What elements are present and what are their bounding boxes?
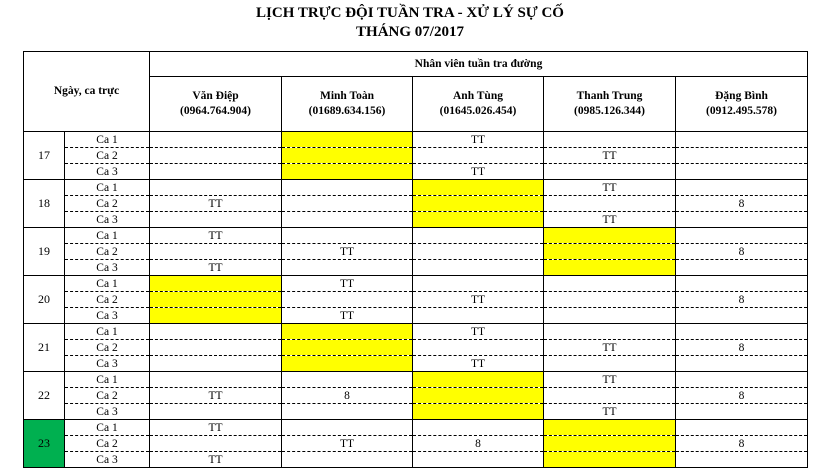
table-row <box>24 420 808 436</box>
table-row <box>24 244 808 260</box>
shift-label: Ca 2 <box>65 292 150 308</box>
schedule-cell <box>544 244 676 260</box>
staff-header-2 <box>413 77 544 132</box>
shift-label: Ca 1 <box>65 372 150 388</box>
shift-label: Ca 2 <box>65 388 150 404</box>
schedule-cell <box>544 388 676 404</box>
schedule-cell <box>676 452 808 468</box>
schedule-cell <box>676 132 808 148</box>
day-cell: 21 <box>24 324 65 372</box>
schedule-cell <box>544 164 676 180</box>
schedule-cell <box>413 180 544 196</box>
schedule-cell <box>150 148 282 164</box>
staff-name: Đặng Bình <box>715 90 768 102</box>
shift-label: Ca 2 <box>65 340 150 356</box>
table-row <box>24 212 808 228</box>
schedule-cell <box>150 244 282 260</box>
schedule-cell <box>282 356 413 372</box>
schedule-cell: TT <box>150 420 282 436</box>
schedule-cell: 8 <box>676 292 808 308</box>
schedule-cell <box>150 372 282 388</box>
schedule-cell <box>282 260 413 276</box>
schedule-cell <box>282 180 413 196</box>
shift-label: Ca 3 <box>65 212 150 228</box>
day-cell: 19 <box>24 228 65 276</box>
schedule-cell: TT <box>544 212 676 228</box>
schedule-cell <box>282 292 413 308</box>
table-row <box>24 276 808 292</box>
table-row <box>24 132 808 148</box>
schedule-cell <box>676 228 808 244</box>
schedule-cell: TT <box>544 180 676 196</box>
schedule-cell <box>544 308 676 324</box>
table-row <box>24 404 808 420</box>
staff-header-1 <box>282 77 413 132</box>
schedule-cell <box>150 308 282 324</box>
schedule-cell <box>544 196 676 212</box>
schedule-cell <box>544 356 676 372</box>
schedule-cell <box>413 244 544 260</box>
schedule-cell <box>544 276 676 292</box>
shift-label: Ca 1 <box>65 324 150 340</box>
schedule-cell: 8 <box>413 436 544 452</box>
schedule-cell <box>150 212 282 228</box>
shift-label: Ca 1 <box>65 132 150 148</box>
schedule-cell <box>413 388 544 404</box>
schedule-cell <box>413 372 544 388</box>
schedule-cell <box>676 404 808 420</box>
schedule-cell: 8 <box>676 388 808 404</box>
schedule-cell <box>413 452 544 468</box>
staff-phone: (0985.126.344) <box>574 105 645 117</box>
schedule-cell <box>544 260 676 276</box>
schedule-cell: TT <box>544 404 676 420</box>
day-cell: 17 <box>24 132 65 180</box>
shift-label: Ca 3 <box>65 260 150 276</box>
staff-phone: (0964.764.904) <box>180 105 251 117</box>
schedule-cell <box>282 228 413 244</box>
schedule-cell: TT <box>282 308 413 324</box>
schedule-cell <box>150 180 282 196</box>
schedule-cell <box>413 228 544 244</box>
schedule-cell <box>544 420 676 436</box>
staff-phone: (0912.495.578) <box>706 105 777 117</box>
schedule-cell <box>676 420 808 436</box>
schedule-cell <box>544 324 676 340</box>
schedule-cell <box>413 148 544 164</box>
schedule-cell <box>413 196 544 212</box>
table-row <box>24 180 808 196</box>
shift-label: Ca 3 <box>65 452 150 468</box>
day-cell: 20 <box>24 276 65 324</box>
shift-label: Ca 3 <box>65 308 150 324</box>
shift-label: Ca 2 <box>65 436 150 452</box>
staff-name: Anh Tùng <box>453 90 503 102</box>
schedule-cell <box>282 164 413 180</box>
schedule-cell <box>676 308 808 324</box>
schedule-cell <box>544 292 676 308</box>
schedule-cell <box>150 356 282 372</box>
schedule-cell <box>544 228 676 244</box>
schedule-table <box>23 51 808 468</box>
schedule-cell: 8 <box>676 196 808 212</box>
schedule-cell <box>150 132 282 148</box>
schedule-cell <box>282 452 413 468</box>
schedule-cell <box>282 420 413 436</box>
schedule-cell <box>282 132 413 148</box>
schedule-cell <box>282 404 413 420</box>
schedule-cell <box>676 324 808 340</box>
schedule-cell: TT <box>150 196 282 212</box>
schedule-cell <box>150 292 282 308</box>
staff-name: Văn Điệp <box>192 90 239 102</box>
schedule-cell <box>413 308 544 324</box>
schedule-cell <box>676 356 808 372</box>
staff-header-0 <box>150 77 282 132</box>
schedule-cell: TT <box>150 228 282 244</box>
schedule-cell <box>676 276 808 292</box>
schedule-cell <box>282 212 413 228</box>
staff-phone: (01645.026.454) <box>439 105 517 117</box>
schedule-cell: TT <box>150 260 282 276</box>
schedule-cell <box>413 404 544 420</box>
schedule-cell <box>413 212 544 228</box>
schedule-cell: TT <box>413 356 544 372</box>
table-row <box>24 436 808 452</box>
table-row <box>24 324 808 340</box>
schedule-cell <box>150 324 282 340</box>
schedule-cell: TT <box>150 452 282 468</box>
schedule-cell <box>676 164 808 180</box>
schedule-cell <box>544 436 676 452</box>
shift-label: Ca 2 <box>65 196 150 212</box>
day-cell: 22 <box>24 372 65 420</box>
schedule-cell <box>676 212 808 228</box>
shift-label: Ca 1 <box>65 228 150 244</box>
table-row <box>24 292 808 308</box>
table-row <box>24 372 808 388</box>
schedule-cell <box>150 276 282 292</box>
schedule-cell <box>413 340 544 356</box>
schedule-cell: TT <box>282 436 413 452</box>
schedule-cell <box>676 180 808 196</box>
shift-label: Ca 3 <box>65 404 150 420</box>
table-row <box>24 388 808 404</box>
page-title: LỊCH TRỰC ĐỘI TUẦN TRA - XỬ LÝ SỰ CỐ <box>256 5 564 21</box>
staff-group-header: Nhân viên tuần tra đường <box>150 52 808 77</box>
schedule-cell: 8 <box>676 340 808 356</box>
shift-label: Ca 2 <box>65 148 150 164</box>
schedule-cell <box>282 148 413 164</box>
staff-phone: (01689.634.156) <box>308 105 386 117</box>
day-cell: 23 <box>24 420 65 468</box>
page-subtitle: THÁNG 07/2017 <box>356 24 464 40</box>
schedule-cell: TT <box>413 324 544 340</box>
schedule-cell <box>413 420 544 436</box>
schedule-cell <box>150 164 282 180</box>
schedule-cell: TT <box>282 244 413 260</box>
day-shift-header: Ngày, ca trực <box>24 52 150 132</box>
shift-label: Ca 3 <box>65 164 150 180</box>
shift-label: Ca 3 <box>65 356 150 372</box>
schedule-cell: TT <box>282 276 413 292</box>
table-row <box>24 228 808 244</box>
schedule-cell <box>282 196 413 212</box>
staff-name: Thanh Trung <box>576 90 643 102</box>
schedule-cell: TT <box>544 148 676 164</box>
schedule-cell <box>282 372 413 388</box>
schedule-cell: TT <box>413 132 544 148</box>
table-row <box>24 260 808 276</box>
schedule-cell: TT <box>150 388 282 404</box>
schedule-cell <box>544 132 676 148</box>
schedule-cell <box>676 372 808 388</box>
staff-name: Minh Toàn <box>319 90 375 102</box>
shift-label: Ca 1 <box>65 276 150 292</box>
table-row <box>24 164 808 180</box>
table-row <box>24 356 808 372</box>
schedule-cell: 8 <box>676 436 808 452</box>
day-cell: 18 <box>24 180 65 228</box>
schedule-cell <box>413 260 544 276</box>
schedule-cell <box>413 276 544 292</box>
schedule-cell: 8 <box>282 388 413 404</box>
schedule-cell: TT <box>544 340 676 356</box>
staff-header-4 <box>676 77 808 132</box>
table-row <box>24 340 808 356</box>
schedule-cell <box>150 404 282 420</box>
staff-header-3 <box>544 77 676 132</box>
schedule-cell: 8 <box>676 244 808 260</box>
shift-label: Ca 1 <box>65 180 150 196</box>
schedule-cell <box>282 340 413 356</box>
schedule-cell <box>150 340 282 356</box>
schedule-cell <box>150 436 282 452</box>
shift-label: Ca 2 <box>65 244 150 260</box>
schedule-cell: TT <box>544 372 676 388</box>
schedule-cell: TT <box>413 164 544 180</box>
table-row <box>24 148 808 164</box>
table-row <box>24 196 808 212</box>
shift-label: Ca 1 <box>65 420 150 436</box>
schedule-cell: TT <box>413 292 544 308</box>
schedule-cell <box>676 148 808 164</box>
schedule-cell <box>282 324 413 340</box>
table-row <box>24 452 808 468</box>
schedule-cell <box>676 260 808 276</box>
table-row <box>24 308 808 324</box>
schedule-cell <box>544 452 676 468</box>
